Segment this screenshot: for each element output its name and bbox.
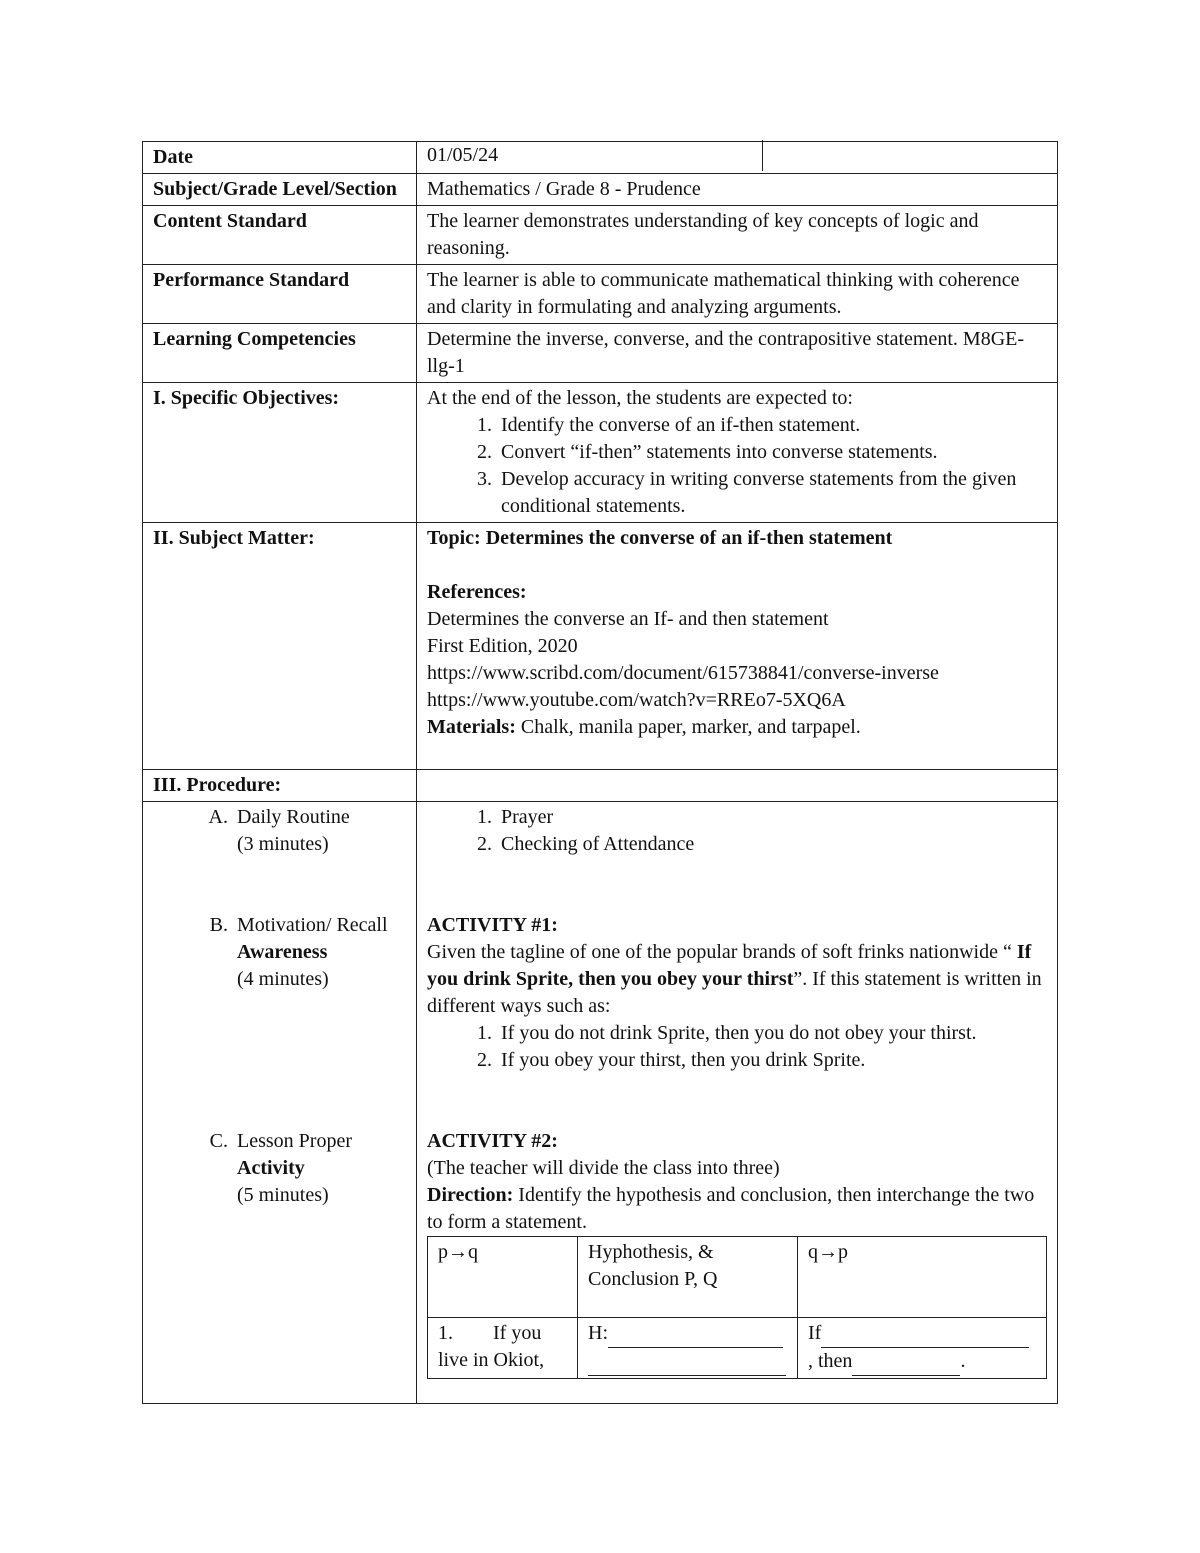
date-label: Date: [143, 142, 417, 174]
activity-2-table: [427, 1236, 1047, 1379]
row-procedure: [143, 802, 1058, 1404]
hypothesis-blank[interactable]: [608, 1320, 783, 1348]
row-content-standard: [143, 206, 1058, 265]
reference-line: Determines the converse an If- and then statement: [427, 608, 829, 630]
step-daily-routine: A. Daily Routine (3 minutes): [233, 804, 406, 912]
row-objectives: [143, 383, 1058, 523]
step-motivation: B. Motivation/ Recall Awareness (4 minutes): [233, 912, 406, 1128]
then-label: , then: [808, 1350, 853, 1372]
objectives-intro: At the end of the lesson, the students are expected to:: [427, 387, 853, 409]
header-p-implies-q: p→q: [428, 1237, 578, 1318]
activity-2-note: (The teacher will divide the class into three): [427, 1157, 780, 1179]
performance-standard-label: Performance Standard: [143, 265, 417, 324]
lesson-plan: [142, 141, 1058, 1404]
daily-routine-list: [427, 804, 1047, 858]
reference-link: https://www.youtube.com/watch?v=RREo7-5XQ6A: [427, 689, 846, 711]
date-extra-cell: [763, 140, 1057, 171]
row-learning-competencies: [143, 324, 1058, 383]
list-item: 1. Identify the converse of an if-then statement.: [497, 412, 1047, 439]
list-item: 2. Convert “if-then” statements into converse statements.: [497, 439, 1047, 466]
activity-2-direction: Direction: Identify the hypothesis and conclusion, then interchange the two to form a statement.: [427, 1184, 1035, 1233]
list-item: 2. If you obey your thirst, then you drink Sprite.: [497, 1047, 1047, 1074]
row-subject-matter: [143, 523, 1058, 770]
reference-link: https://www.scribd.com/document/615738841/converse-inverse: [427, 662, 939, 684]
if-label: If: [808, 1322, 822, 1344]
activity-1-list: [427, 1020, 1047, 1074]
materials: [427, 714, 1047, 741]
hypothesis-label: H:: [588, 1322, 608, 1344]
header-q-implies-p: q→p: [798, 1237, 1047, 1318]
table-row: 1. If you live in Okiot, H: If , then .: [428, 1318, 1047, 1379]
statement-1: 1. If you live in Okiot,: [428, 1318, 578, 1379]
topic: Topic: Determines the converse of an if-then statement: [427, 527, 893, 549]
subject-label: Subject/Grade Level/Section: [143, 174, 417, 206]
list-item: 1. Prayer: [497, 804, 1047, 831]
competencies-label: Learning Competencies: [143, 324, 417, 383]
row-performance-standard: [143, 265, 1058, 324]
converse-then-blank[interactable]: [852, 1348, 960, 1376]
procedure-steps: [153, 804, 406, 1209]
competencies-value: Determine the inverse, converse, and the contrapositive statement. M8GE-llg-1: [417, 324, 1058, 383]
converse-if-blank[interactable]: [821, 1320, 1029, 1348]
row-subject: [143, 174, 1058, 206]
subject-matter-label: II. Subject Matter:: [143, 523, 417, 770]
objectives-list: [427, 412, 1047, 520]
content-standard-label: Content Standard: [143, 206, 417, 265]
reference-line: First Edition, 2020: [427, 635, 578, 657]
conclusion-blank[interactable]: [588, 1348, 786, 1376]
table-header-row: [428, 1237, 1047, 1318]
lesson-plan-table: [142, 141, 1058, 1404]
activity-1-heading: ACTIVITY #1:: [427, 914, 558, 936]
activity-1-text: Given the tagline of one of the popular brands of soft frinks nationwide “ If you drink Sprite, then you obey your thirst”. If this statement is written in different ways such as:: [427, 941, 1042, 1017]
list-item: 3. Develop accuracy in writing converse statements from the given conditional statements.: [497, 466, 1047, 520]
list-item: 1. If you do not drink Sprite, then you do not obey your thirst.: [497, 1020, 1047, 1047]
header-hypothesis: Hyphothesis, & Conclusion P, Q: [578, 1237, 798, 1318]
activity-2-heading: ACTIVITY #2:: [427, 1130, 558, 1152]
row-date: [143, 142, 1058, 174]
subject-value: Mathematics / Grade 8 - Prudence: [417, 174, 1058, 206]
row-procedure-header: [143, 770, 1058, 802]
materials-text: Chalk, manila paper, marker, and tarpapel.: [515, 716, 861, 738]
materials-label: Materials:: [427, 716, 516, 738]
references-label: References:: [427, 581, 527, 603]
date-value: 01/05/24: [417, 140, 763, 171]
procedure-label: III. Procedure:: [143, 770, 417, 802]
performance-standard-value: The learner is able to communicate mathematical thinking with coherence and clarity in formulating and analyzing arguments.: [417, 265, 1058, 324]
list-item: 2. Checking of Attendance: [497, 831, 1047, 858]
content-standard-value: The learner demonstrates understanding of key concepts of logic and reasoning.: [417, 206, 1058, 265]
step-lesson-proper: C. Lesson Proper Activity (5 minutes): [233, 1128, 406, 1209]
objectives-label: I. Specific Objectives:: [143, 383, 417, 523]
